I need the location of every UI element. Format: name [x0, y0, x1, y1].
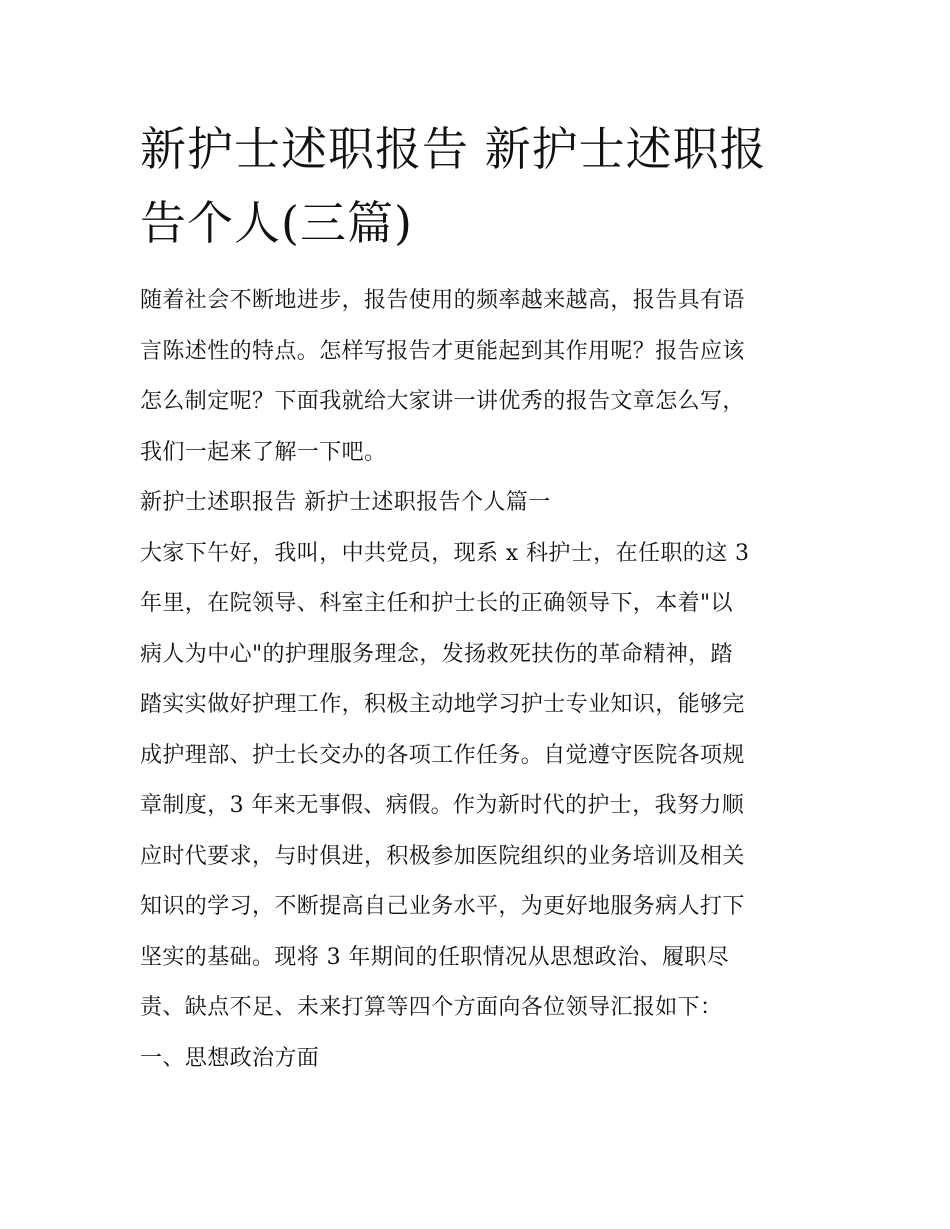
paragraph-line: 责、缺点不足、未来打算等四个方面向各位领导汇报如下：: [140, 995, 723, 1020]
paragraph-line: 踏实实做好护理工作，积极主动地学习护士专业知识，能够完: [140, 692, 745, 717]
subsection-heading: 一、思想政治方面: [140, 1045, 320, 1071]
paragraph-line: 病人为中心"的护理服务理念，发扬救死扶伤的革命精神，踏: [140, 641, 733, 667]
paragraph-line: 应时代要求，与时俱进，积极参加医院组织的业务培训及相关: [140, 843, 745, 869]
paragraph-line: 知识的学习，不断提高自己业务水平，为更好地服务病人打下: [140, 894, 745, 919]
document-content: [140, 112, 812, 1084]
paragraph-line: 年里，在院领导、科室主任和护士长的正确领导下，本着"以: [140, 591, 733, 616]
paragraph-line: 坚实的基础。现将 3 年期间的任职情况从思想政治、履职尽: [140, 944, 730, 970]
section-heading: 新护士述职报告 新护士述职报告个人篇一: [140, 490, 551, 515]
intro-line: 怎么制定呢？下面我就给大家讲一讲优秀的报告文章怎么写，: [140, 389, 745, 414]
document-body: [140, 276, 812, 1084]
intro-line: 言陈述性的特点。怎样写报告才更能起到其作用呢？报告应该: [140, 338, 745, 364]
paragraph-line: 大家下午好，我叫，中共党员，现系 x 科护士，在任职的这 3: [140, 540, 750, 566]
intro-line: 我们一起来了解一下吧。: [140, 439, 387, 465]
title-line: 新护士述职报告 新护士述职报: [140, 122, 767, 176]
paragraph-line: 成护理部、护士长交办的各项工作任务。自觉遵守医院各项规: [140, 742, 745, 768]
intro-line: 随着社会不断地进步，报告使用的频率越来越高，报告具有语: [140, 288, 745, 313]
paragraph-line: 章制度，3 年来无事假、病假。作为新时代的护士，我努力顺: [140, 793, 745, 818]
title-line: 告个人(三篇): [140, 196, 413, 250]
document-title: [140, 112, 812, 260]
